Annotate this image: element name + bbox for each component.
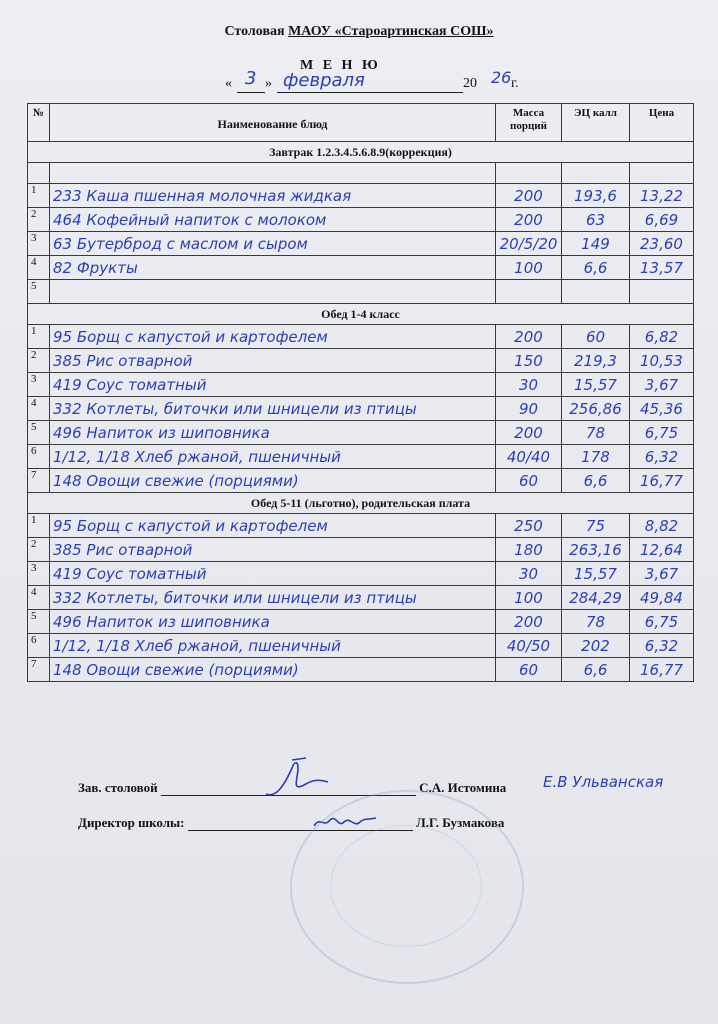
header-num: №	[28, 104, 50, 142]
energy-kcal	[562, 280, 630, 304]
canteen-head-name: С.А. Истомина	[419, 780, 507, 795]
row-number: 3	[28, 562, 50, 586]
row-number: 5	[28, 280, 50, 304]
table-header-row	[28, 104, 694, 142]
blank-cell	[50, 163, 496, 184]
energy-kcal: 60	[562, 325, 630, 349]
row-number: 4	[28, 586, 50, 610]
dish-name: 385 Рис отварной	[50, 538, 496, 562]
table-row	[28, 349, 694, 373]
portion-mass: 250	[496, 514, 562, 538]
table-row	[28, 256, 694, 280]
energy-kcal: 149	[562, 232, 630, 256]
energy-kcal: 202	[562, 634, 630, 658]
canteen-head-signature-icon	[262, 756, 332, 802]
date-day: 3	[245, 68, 257, 89]
table-row	[28, 562, 694, 586]
blank-cell	[28, 163, 50, 184]
row-number: 4	[28, 256, 50, 280]
portion-mass: 150	[496, 349, 562, 373]
menu-table-body	[28, 142, 694, 682]
portion-mass: 200	[496, 325, 562, 349]
price: 3,67	[630, 562, 694, 586]
menu-date	[225, 68, 535, 96]
price: 23,60	[630, 232, 694, 256]
menu-table	[27, 103, 694, 682]
blank-cell	[562, 163, 630, 184]
portion-mass: 100	[496, 256, 562, 280]
table-row	[28, 586, 694, 610]
portion-mass: 200	[496, 184, 562, 208]
price: 49,84	[630, 586, 694, 610]
row-number: 1	[28, 514, 50, 538]
row-number: 7	[28, 658, 50, 682]
date-close-quote: »	[265, 76, 272, 91]
energy-kcal: 219,3	[562, 349, 630, 373]
dish-name: 496 Напиток из шиповника	[50, 421, 496, 445]
row-number: 5	[28, 610, 50, 634]
row-number: 2	[28, 349, 50, 373]
dish-name: 63 Бутерброд с маслом и сыром	[50, 232, 496, 256]
price: 6,69	[630, 208, 694, 232]
title-prefix: Столовая	[224, 24, 285, 39]
portion-mass: 200	[496, 610, 562, 634]
header-name: Наименование блюд	[50, 104, 496, 142]
dish-name: 1/12, 1/18 Хлеб ржаной, пшеничный	[50, 634, 496, 658]
portion-mass: 100	[496, 586, 562, 610]
portion-mass: 40/50	[496, 634, 562, 658]
row-number: 5	[28, 421, 50, 445]
table-row	[28, 658, 694, 682]
canteen-head-handwritten-name: Е.В Ульванская	[543, 773, 664, 791]
section-header-row	[28, 304, 694, 325]
canteen-head-label: Зав. столовой	[78, 780, 158, 795]
section-header-row	[28, 493, 694, 514]
energy-kcal: 6,6	[562, 469, 630, 493]
table-row	[28, 634, 694, 658]
energy-kcal: 78	[562, 610, 630, 634]
organization-name: МАОУ «Староартинская СОШ»	[288, 24, 494, 39]
date-year-prefix: 20	[463, 76, 477, 91]
price: 16,77	[630, 658, 694, 682]
blank-row	[28, 163, 694, 184]
dish-name: 1/12, 1/18 Хлеб ржаной, пшеничный	[50, 445, 496, 469]
table-row	[28, 445, 694, 469]
row-number: 3	[28, 232, 50, 256]
dish-name: 419 Соус томатный	[50, 373, 496, 397]
header-kcal: ЭЦ калл	[562, 104, 630, 142]
row-number: 7	[28, 469, 50, 493]
energy-kcal: 256,86	[562, 397, 630, 421]
portion-mass: 180	[496, 538, 562, 562]
section-title: Завтрак 1.2.3.4.5.6.8.9(коррекция)	[28, 142, 694, 163]
row-number: 4	[28, 397, 50, 421]
table-row	[28, 469, 694, 493]
dish-name: 464 Кофейный напиток с молоком	[50, 208, 496, 232]
date-open-quote: «	[225, 76, 232, 91]
dish-name: 332 Котлеты, биточки или шницели из птицы	[50, 397, 496, 421]
date-day-underline	[237, 92, 265, 93]
portion-mass	[496, 280, 562, 304]
price: 12,64	[630, 538, 694, 562]
row-number: 3	[28, 373, 50, 397]
table-row	[28, 514, 694, 538]
price: 6,75	[630, 610, 694, 634]
director-label: Директор школы:	[78, 815, 185, 830]
price: 13,22	[630, 184, 694, 208]
date-month-underline	[277, 92, 463, 93]
dish-name: 233 Каша пшенная молочная жидкая	[50, 184, 496, 208]
header-price: Цена	[630, 104, 694, 142]
header-mass: Масса порций	[496, 104, 562, 142]
blank-cell	[496, 163, 562, 184]
dish-name: 148 Овощи свежие (порциями)	[50, 658, 496, 682]
price: 8,82	[630, 514, 694, 538]
row-number: 2	[28, 538, 50, 562]
dish-name: 82 Фрукты	[50, 256, 496, 280]
date-month: февраля	[283, 70, 365, 91]
date-year-suffix: 26	[491, 68, 512, 87]
dish-name: 95 Борщ с капустой и картофелем	[50, 514, 496, 538]
school-stamp-inner-icon	[330, 825, 482, 947]
table-row	[28, 538, 694, 562]
energy-kcal: 63	[562, 208, 630, 232]
table-row	[28, 397, 694, 421]
blank-cell	[630, 163, 694, 184]
table-row	[28, 421, 694, 445]
portion-mass: 20/5/20	[496, 232, 562, 256]
price: 6,32	[630, 634, 694, 658]
table-row	[28, 280, 694, 304]
energy-kcal: 15,57	[562, 562, 630, 586]
price: 3,67	[630, 373, 694, 397]
portion-mass: 200	[496, 208, 562, 232]
energy-kcal: 6,6	[562, 658, 630, 682]
energy-kcal: 284,29	[562, 586, 630, 610]
price: 6,32	[630, 445, 694, 469]
row-number: 2	[28, 208, 50, 232]
row-number: 1	[28, 325, 50, 349]
price: 45,36	[630, 397, 694, 421]
price	[630, 280, 694, 304]
price: 10,53	[630, 349, 694, 373]
table-row	[28, 232, 694, 256]
portion-mass: 30	[496, 373, 562, 397]
row-number: 6	[28, 445, 50, 469]
energy-kcal: 6,6	[562, 256, 630, 280]
document-title	[0, 24, 718, 40]
table-row	[28, 373, 694, 397]
price: 16,77	[630, 469, 694, 493]
menu-heading: М Е Н Ю	[300, 58, 381, 73]
portion-mass: 30	[496, 562, 562, 586]
portion-mass: 40/40	[496, 445, 562, 469]
portion-mass: 60	[496, 469, 562, 493]
dish-name: 332 Котлеты, биточки или шницели из птицы	[50, 586, 496, 610]
table-row	[28, 325, 694, 349]
section-title: Обед 5-11 (льготно), родительская плата	[28, 493, 694, 514]
energy-kcal: 75	[562, 514, 630, 538]
portion-mass: 200	[496, 421, 562, 445]
energy-kcal: 78	[562, 421, 630, 445]
dish-name: 385 Рис отварной	[50, 349, 496, 373]
energy-kcal: 15,57	[562, 373, 630, 397]
table-row	[28, 610, 694, 634]
table-row	[28, 208, 694, 232]
row-number: 6	[28, 634, 50, 658]
director-name: Л.Г. Бузмакова	[416, 815, 505, 830]
dish-name: 95 Борщ с капустой и картофелем	[50, 325, 496, 349]
portion-mass: 60	[496, 658, 562, 682]
section-header-row	[28, 142, 694, 163]
table-row	[28, 184, 694, 208]
energy-kcal: 193,6	[562, 184, 630, 208]
energy-kcal: 178	[562, 445, 630, 469]
dish-name	[50, 280, 496, 304]
portion-mass: 90	[496, 397, 562, 421]
dish-name: 419 Соус томатный	[50, 562, 496, 586]
price: 13,57	[630, 256, 694, 280]
dish-name: 496 Напиток из шиповника	[50, 610, 496, 634]
price: 6,75	[630, 421, 694, 445]
price: 6,82	[630, 325, 694, 349]
dish-name: 148 Овощи свежие (порциями)	[50, 469, 496, 493]
row-number: 1	[28, 184, 50, 208]
section-title: Обед 1-4 класс	[28, 304, 694, 325]
energy-kcal: 263,16	[562, 538, 630, 562]
date-year-unit: г.	[511, 76, 519, 91]
